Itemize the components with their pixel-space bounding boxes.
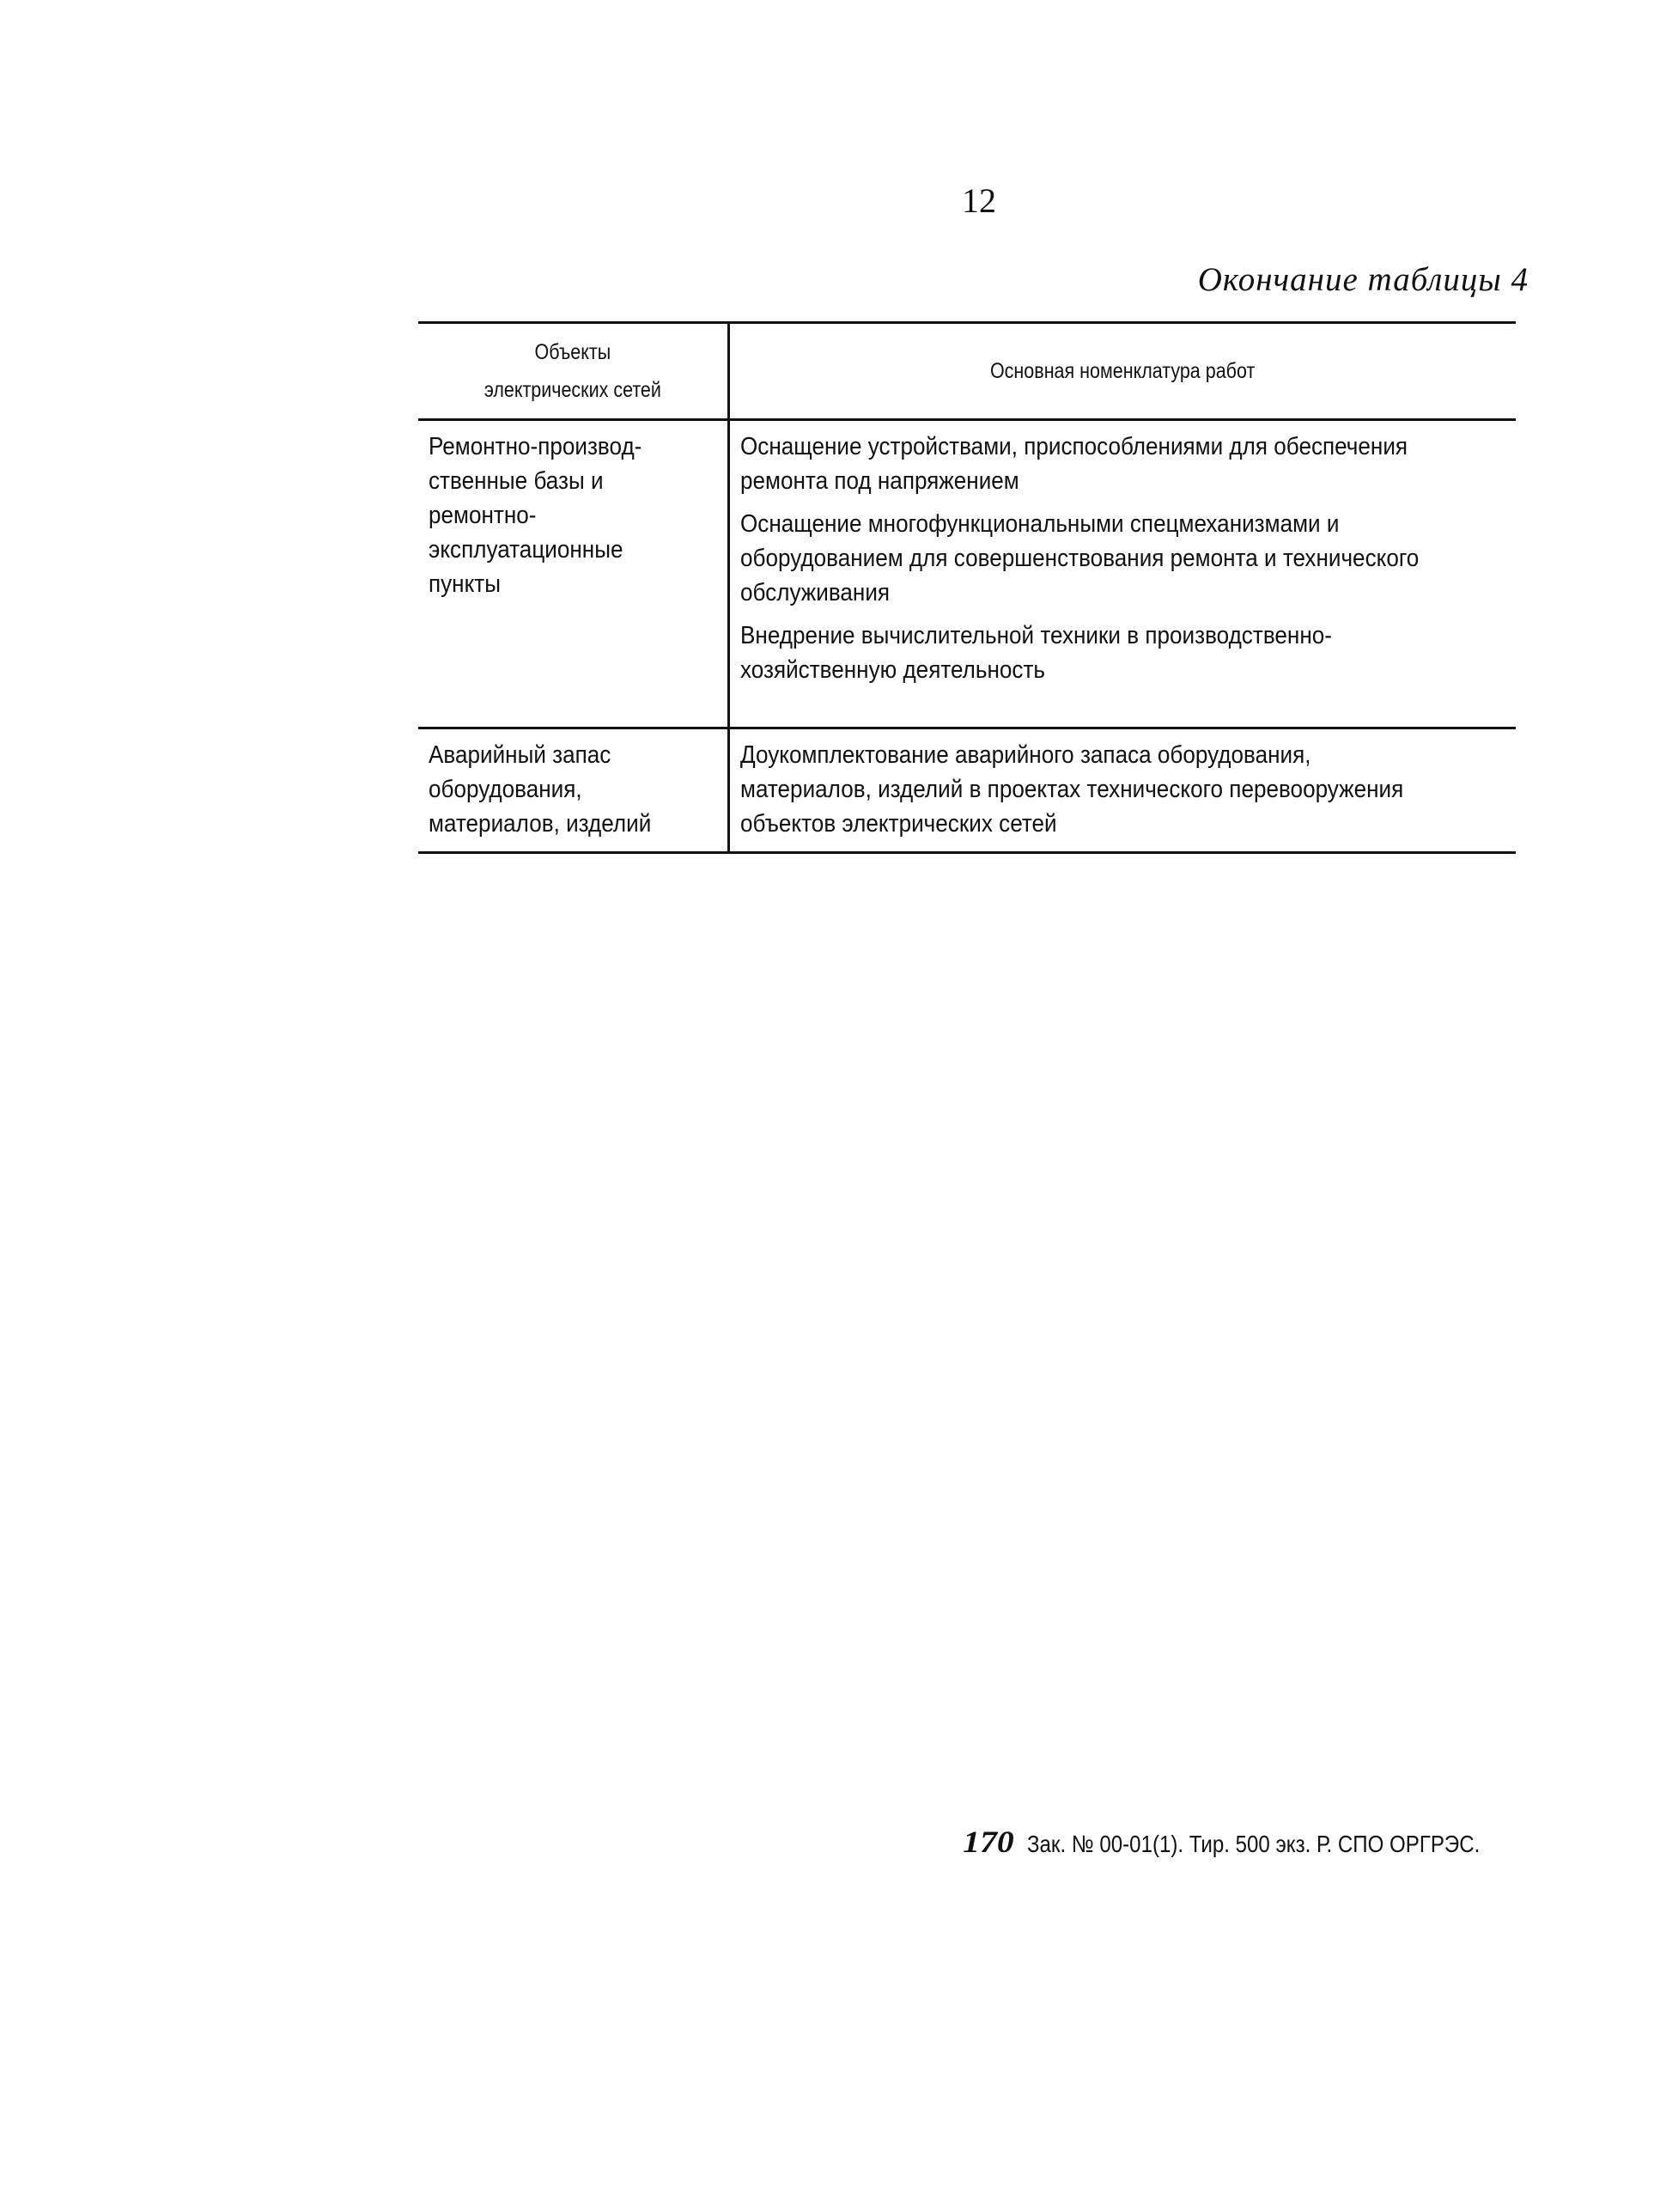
table-row [418,420,1516,728]
object-cell [418,728,728,853]
header-objects-text: Объекты электрических сетей [483,340,661,402]
work-item: Оснащение многофункциональными спецмеханизмами и оборудованием для совершенствования ремонта и технического обслуживания [739,510,1419,606]
header-row [418,323,1516,420]
header-works-text: Основная номенклатура работ [989,359,1256,383]
handwritten-number: 170 [963,1825,1014,1859]
work-item: Оснащение устройствами, приспособлениями для обеспечения ремонта под напряжением [739,433,1408,495]
object-cell [418,420,728,728]
table-header [418,323,1516,420]
header-objects [440,323,706,420]
imprint-text: Зак. № 00-01(1). Тир. 500 экз. Р. СПО ОРГРЭС. [1026,1831,1481,1857]
table-caption: Окончание таблицы 4 [1197,261,1529,298]
work-item: Доукомплектование аварийного запаса оборудования, материалов, изделий в проектах технического перевооружения объектов электрических сетей [739,741,1403,838]
works-table [418,321,1516,854]
table-row [418,728,1516,853]
page-number: 12 [962,181,996,220]
object-text: Ремонтно-производ- ственные базы и ремонтно- эксплуатационные пункты [429,433,642,598]
work-item: Внедрение вычислительной техники в производственно- хозяйственную деятельность [739,622,1332,684]
imprint-line [965,1825,1532,1862]
works-cell [728,420,1516,728]
works-cell [728,728,1516,853]
header-works [783,323,1461,420]
object-text: Аварийный запас оборудования, материалов, изделий [429,741,652,838]
